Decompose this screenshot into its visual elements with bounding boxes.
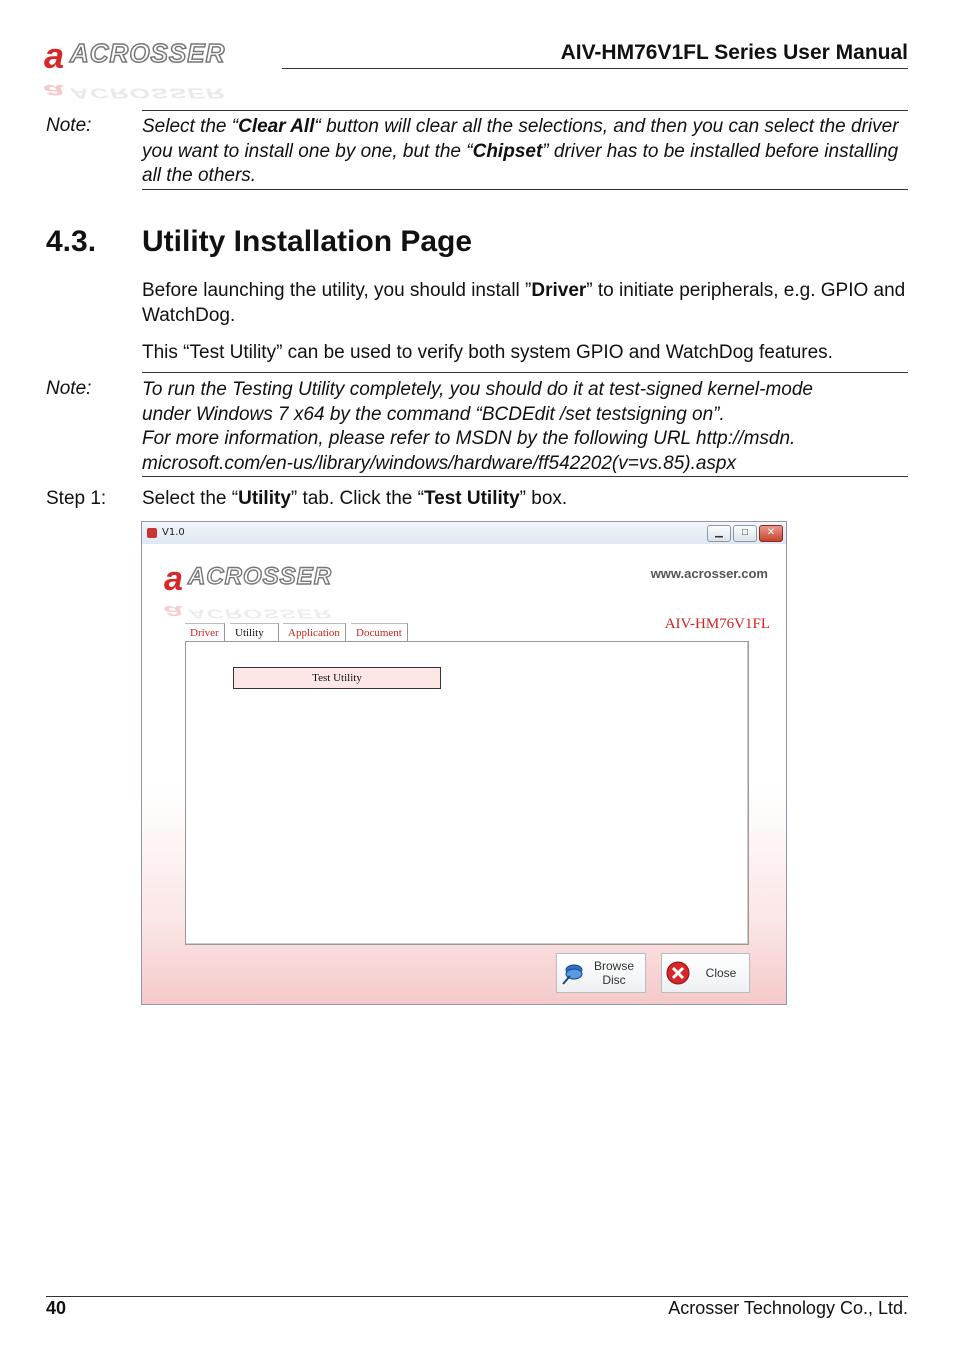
utility-installer-window: [141, 521, 787, 1005]
svg-text:a: a: [164, 602, 183, 624]
browse-label: Browse: [593, 959, 634, 973]
tab-application[interactable]: Application: [283, 623, 346, 642]
note2-line: microsoft.com/en-us/library/windows/hardware/ff542202(v=vs.85).aspx: [142, 452, 737, 474]
app-icon: [147, 528, 157, 538]
note-label: Note:: [46, 115, 92, 136]
note-bottom-rule: [142, 189, 908, 190]
svg-text:ACROSSER: ACROSSER: [70, 38, 226, 68]
note-clear-all-text: Select the “Clear All“ button will clear all the selections, and then you can select the driver you want to install one by one, but the “Chipset” driver has to be installed before installing all the others.: [142, 116, 899, 186]
minimize-button[interactable]: ▁: [707, 525, 731, 542]
svg-text:ACROSSER: ACROSSER: [70, 84, 226, 101]
step-label: Step 1:: [46, 488, 107, 509]
window-title: V1.0: [162, 527, 185, 538]
disc-browse-icon: [561, 961, 585, 985]
maximize-button[interactable]: □: [733, 525, 757, 542]
disc-label: Disc: [602, 973, 626, 987]
tab-driver[interactable]: Driver: [185, 623, 225, 642]
close-label: Close: [705, 966, 737, 980]
note2-line: To run the Testing Utility completely, you should do it at test-signed kernel-mode: [142, 379, 813, 400]
tab-document[interactable]: Document: [351, 623, 408, 642]
svg-text:ACROSSER: ACROSSER: [188, 563, 333, 590]
window-close-button[interactable]: ✕: [759, 525, 783, 542]
close-icon: [666, 961, 690, 985]
driver-paragraph: Before launching the utility, you should install ”Driver” to initiate peripherals, e.g. GPIO and WatchDog.: [142, 280, 906, 326]
svg-text:a: a: [44, 35, 65, 76]
section-number: 4.3.: [46, 225, 97, 258]
note2-bottom-rule: [142, 476, 908, 477]
footer-divider: [46, 1296, 908, 1297]
website-link[interactable]: www.acrosser.com: [650, 566, 768, 581]
note2-text: [142, 378, 908, 476]
close-button[interactable]: [661, 953, 750, 993]
note2-top-rule: [142, 372, 908, 373]
note2-line: For more information, please refer to MSDN by the following URL http://msdn.: [142, 428, 796, 449]
svg-text:ACROSSER: ACROSSER: [188, 606, 332, 622]
note2-line: under Windows 7 x64 by the command “BCDEdit /set testsigning on”.: [142, 403, 725, 425]
page-number: 40: [46, 1298, 67, 1318]
test-utility-button[interactable]: Test Utility: [233, 667, 441, 689]
acrosser-logo: [44, 30, 276, 103]
browse-disc-button[interactable]: [556, 953, 646, 993]
manual-title: AIV-HM76V1FL Series User Manual: [560, 41, 908, 64]
header-divider: [282, 68, 908, 69]
tab-utility[interactable]: Utility: [230, 623, 279, 643]
model-label: AIV-HM76V1FL: [664, 616, 770, 632]
test-utility-paragraph: This “Test Utility” can be used to verify both system GPIO and WatchDog features.: [142, 342, 833, 363]
note2-label: Note:: [46, 378, 92, 399]
svg-text:a: a: [44, 80, 65, 103]
window-titlebar: [142, 522, 786, 544]
step-text: Select the “Utility” tab. Click the “Test Utility” box.: [142, 488, 568, 509]
acrosser-logo: [164, 554, 380, 624]
note-top-rule: [142, 110, 908, 111]
section-title: Utility Installation Page: [142, 225, 473, 258]
company-name: Acrosser Technology Co., Ltd.: [668, 1298, 908, 1318]
svg-text:a: a: [164, 560, 183, 598]
